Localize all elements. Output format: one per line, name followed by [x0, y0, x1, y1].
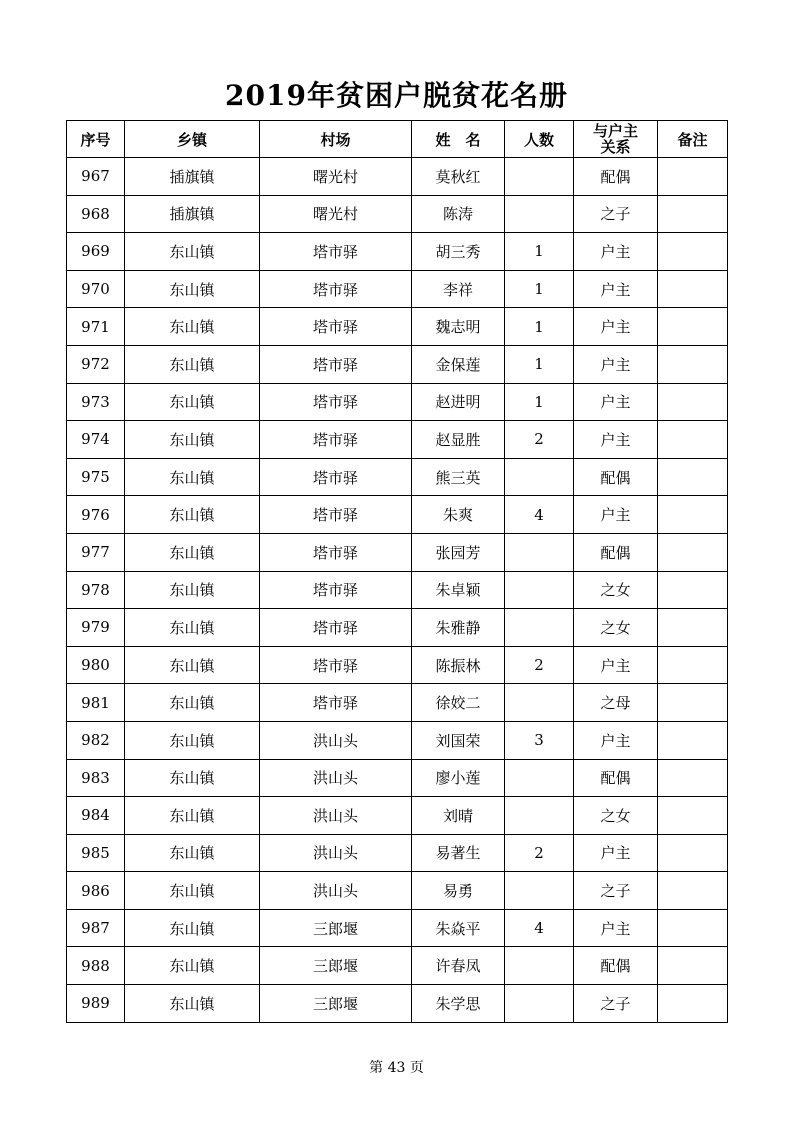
cell-count	[505, 684, 574, 722]
header-relation-line2: 关系	[600, 138, 631, 156]
cell-remark	[658, 421, 728, 459]
cell-name: 莫秋红	[412, 158, 505, 196]
cell-village: 塔市驿	[260, 270, 412, 308]
cell-relation: 户主	[574, 496, 658, 534]
cell-remark	[658, 158, 728, 196]
cell-name: 朱爽	[412, 496, 505, 534]
cell-seq: 968	[67, 195, 125, 233]
table-row	[67, 458, 728, 496]
cell-count	[505, 759, 574, 797]
cell-relation: 户主	[574, 834, 658, 872]
cell-seq: 974	[67, 421, 125, 459]
cell-name: 徐姣二	[412, 684, 505, 722]
cell-name: 刘国荣	[412, 721, 505, 759]
cell-village: 塔市驿	[260, 233, 412, 271]
cell-name: 胡三秀	[412, 233, 505, 271]
header-seq: 序号	[67, 121, 125, 158]
cell-name: 朱焱平	[412, 909, 505, 947]
cell-count: 1	[505, 270, 574, 308]
cell-name: 陈振林	[412, 646, 505, 684]
cell-remark	[658, 458, 728, 496]
cell-relation: 配偶	[574, 759, 658, 797]
cell-remark	[658, 646, 728, 684]
cell-town: 东山镇	[125, 797, 260, 835]
cell-town: 东山镇	[125, 947, 260, 985]
cell-village: 洪山头	[260, 872, 412, 910]
cell-village: 塔市驿	[260, 383, 412, 421]
cell-relation: 户主	[574, 646, 658, 684]
cell-remark	[658, 345, 728, 383]
cell-village: 塔市驿	[260, 609, 412, 647]
cell-seq: 985	[67, 834, 125, 872]
cell-village: 三郎堰	[260, 947, 412, 985]
cell-count: 1	[505, 308, 574, 346]
cell-relation: 之母	[574, 684, 658, 722]
roster-table	[66, 120, 728, 1023]
cell-remark	[658, 759, 728, 797]
cell-relation: 户主	[574, 909, 658, 947]
cell-town: 东山镇	[125, 571, 260, 609]
table-row	[67, 797, 728, 835]
cell-count	[505, 947, 574, 985]
cell-relation: 户主	[574, 421, 658, 459]
cell-remark	[658, 797, 728, 835]
header-town: 乡镇	[125, 121, 260, 158]
cell-remark	[658, 195, 728, 233]
cell-relation: 之女	[574, 797, 658, 835]
cell-village: 洪山头	[260, 797, 412, 835]
table-row	[67, 609, 728, 647]
cell-count	[505, 533, 574, 571]
table-row	[67, 233, 728, 271]
header-relation	[574, 121, 658, 158]
table-row	[67, 759, 728, 797]
cell-relation: 户主	[574, 383, 658, 421]
cell-relation: 之女	[574, 571, 658, 609]
cell-remark	[658, 947, 728, 985]
cell-seq: 979	[67, 609, 125, 647]
cell-relation: 之子	[574, 872, 658, 910]
cell-seq: 986	[67, 872, 125, 910]
cell-seq: 970	[67, 270, 125, 308]
table-row	[67, 195, 728, 233]
cell-town: 插旗镇	[125, 195, 260, 233]
cell-town: 东山镇	[125, 270, 260, 308]
cell-name: 许春凤	[412, 947, 505, 985]
cell-count	[505, 872, 574, 910]
cell-remark	[658, 834, 728, 872]
cell-village: 塔市驿	[260, 646, 412, 684]
table-row	[67, 947, 728, 985]
cell-town: 东山镇	[125, 872, 260, 910]
cell-remark	[658, 684, 728, 722]
cell-town: 东山镇	[125, 458, 260, 496]
cell-remark	[658, 308, 728, 346]
cell-count: 4	[505, 496, 574, 534]
cell-seq: 983	[67, 759, 125, 797]
page-number: 第 43 页	[369, 1060, 424, 1076]
cell-seq: 969	[67, 233, 125, 271]
cell-village: 曙光村	[260, 195, 412, 233]
cell-village: 塔市驿	[260, 533, 412, 571]
cell-remark	[658, 985, 728, 1023]
table-row	[67, 533, 728, 571]
cell-village: 塔市驿	[260, 496, 412, 534]
header-relation-line1: 与户主	[592, 122, 638, 140]
cell-name: 魏志明	[412, 308, 505, 346]
cell-village: 塔市驿	[260, 345, 412, 383]
cell-seq: 978	[67, 571, 125, 609]
cell-seq: 975	[67, 458, 125, 496]
cell-village: 洪山头	[260, 721, 412, 759]
cell-town: 东山镇	[125, 834, 260, 872]
cell-count: 3	[505, 721, 574, 759]
cell-relation: 之子	[574, 985, 658, 1023]
cell-remark	[658, 270, 728, 308]
cell-seq: 987	[67, 909, 125, 947]
cell-count: 2	[505, 834, 574, 872]
table-row	[67, 985, 728, 1023]
cell-village: 塔市驿	[260, 458, 412, 496]
cell-count	[505, 195, 574, 233]
cell-remark	[658, 872, 728, 910]
cell-village: 曙光村	[260, 158, 412, 196]
table-row	[67, 721, 728, 759]
cell-name: 朱雅静	[412, 609, 505, 647]
cell-seq: 989	[67, 985, 125, 1023]
cell-count: 2	[505, 421, 574, 459]
table-row	[67, 421, 728, 459]
cell-town: 东山镇	[125, 646, 260, 684]
cell-relation: 户主	[574, 721, 658, 759]
cell-name: 金保莲	[412, 345, 505, 383]
cell-name: 李祥	[412, 270, 505, 308]
cell-count: 4	[505, 909, 574, 947]
cell-relation: 户主	[574, 308, 658, 346]
cell-town: 东山镇	[125, 496, 260, 534]
cell-count	[505, 158, 574, 196]
cell-seq: 971	[67, 308, 125, 346]
cell-relation: 配偶	[574, 533, 658, 571]
cell-relation: 配偶	[574, 158, 658, 196]
header-remark: 备注	[658, 121, 728, 158]
cell-name: 赵显胜	[412, 421, 505, 459]
table-row	[67, 158, 728, 196]
cell-seq: 981	[67, 684, 125, 722]
cell-seq: 973	[67, 383, 125, 421]
cell-seq: 976	[67, 496, 125, 534]
table-row	[67, 270, 728, 308]
table-row	[67, 496, 728, 534]
header-count: 人数	[505, 121, 574, 158]
cell-name: 朱学思	[412, 985, 505, 1023]
cell-name: 张园芳	[412, 533, 505, 571]
table-row	[67, 646, 728, 684]
roster-body	[67, 158, 728, 1023]
cell-name: 朱卓颖	[412, 571, 505, 609]
cell-remark	[658, 496, 728, 534]
cell-seq: 984	[67, 797, 125, 835]
header-row	[67, 121, 728, 158]
cell-remark	[658, 383, 728, 421]
cell-seq: 988	[67, 947, 125, 985]
cell-town: 东山镇	[125, 684, 260, 722]
cell-village: 塔市驿	[260, 571, 412, 609]
cell-remark	[658, 609, 728, 647]
cell-town: 东山镇	[125, 421, 260, 459]
cell-town: 东山镇	[125, 985, 260, 1023]
cell-name: 易勇	[412, 872, 505, 910]
header-village: 村场	[260, 121, 412, 158]
table-row	[67, 909, 728, 947]
cell-town: 东山镇	[125, 609, 260, 647]
cell-village: 塔市驿	[260, 421, 412, 459]
header-name: 姓 名	[412, 121, 505, 158]
cell-count	[505, 609, 574, 647]
cell-town: 东山镇	[125, 721, 260, 759]
page-title: 2019年贫困户脱贫花名册	[225, 79, 568, 112]
cell-count: 1	[505, 345, 574, 383]
cell-remark	[658, 909, 728, 947]
cell-seq: 967	[67, 158, 125, 196]
cell-town: 东山镇	[125, 308, 260, 346]
cell-town: 东山镇	[125, 383, 260, 421]
cell-town: 东山镇	[125, 759, 260, 797]
cell-seq: 980	[67, 646, 125, 684]
table-row	[67, 345, 728, 383]
cell-relation: 之子	[574, 195, 658, 233]
cell-town: 东山镇	[125, 233, 260, 271]
cell-name: 熊三英	[412, 458, 505, 496]
cell-remark	[658, 233, 728, 271]
cell-count: 1	[505, 233, 574, 271]
cell-count: 2	[505, 646, 574, 684]
cell-name: 赵进明	[412, 383, 505, 421]
cell-relation: 户主	[574, 345, 658, 383]
cell-seq: 982	[67, 721, 125, 759]
cell-relation: 户主	[574, 270, 658, 308]
table-row	[67, 308, 728, 346]
cell-town: 东山镇	[125, 533, 260, 571]
table-row	[67, 571, 728, 609]
cell-village: 洪山头	[260, 834, 412, 872]
cell-name: 刘晴	[412, 797, 505, 835]
cell-name: 易著生	[412, 834, 505, 872]
cell-count	[505, 571, 574, 609]
cell-relation: 之女	[574, 609, 658, 647]
cell-village: 塔市驿	[260, 308, 412, 346]
cell-town: 东山镇	[125, 909, 260, 947]
cell-village: 塔市驿	[260, 684, 412, 722]
cell-village: 三郎堰	[260, 985, 412, 1023]
cell-relation: 配偶	[574, 458, 658, 496]
cell-town: 插旗镇	[125, 158, 260, 196]
cell-name: 廖小莲	[412, 759, 505, 797]
table-row	[67, 834, 728, 872]
cell-count	[505, 458, 574, 496]
cell-seq: 977	[67, 533, 125, 571]
cell-name: 陈涛	[412, 195, 505, 233]
cell-remark	[658, 721, 728, 759]
cell-village: 三郎堰	[260, 909, 412, 947]
table-row	[67, 684, 728, 722]
cell-village: 洪山头	[260, 759, 412, 797]
cell-relation: 配偶	[574, 947, 658, 985]
cell-remark	[658, 533, 728, 571]
cell-count	[505, 985, 574, 1023]
cell-town: 东山镇	[125, 345, 260, 383]
cell-count	[505, 797, 574, 835]
table-row	[67, 872, 728, 910]
cell-seq: 972	[67, 345, 125, 383]
cell-remark	[658, 571, 728, 609]
cell-relation: 户主	[574, 233, 658, 271]
cell-count: 1	[505, 383, 574, 421]
table-row	[67, 383, 728, 421]
